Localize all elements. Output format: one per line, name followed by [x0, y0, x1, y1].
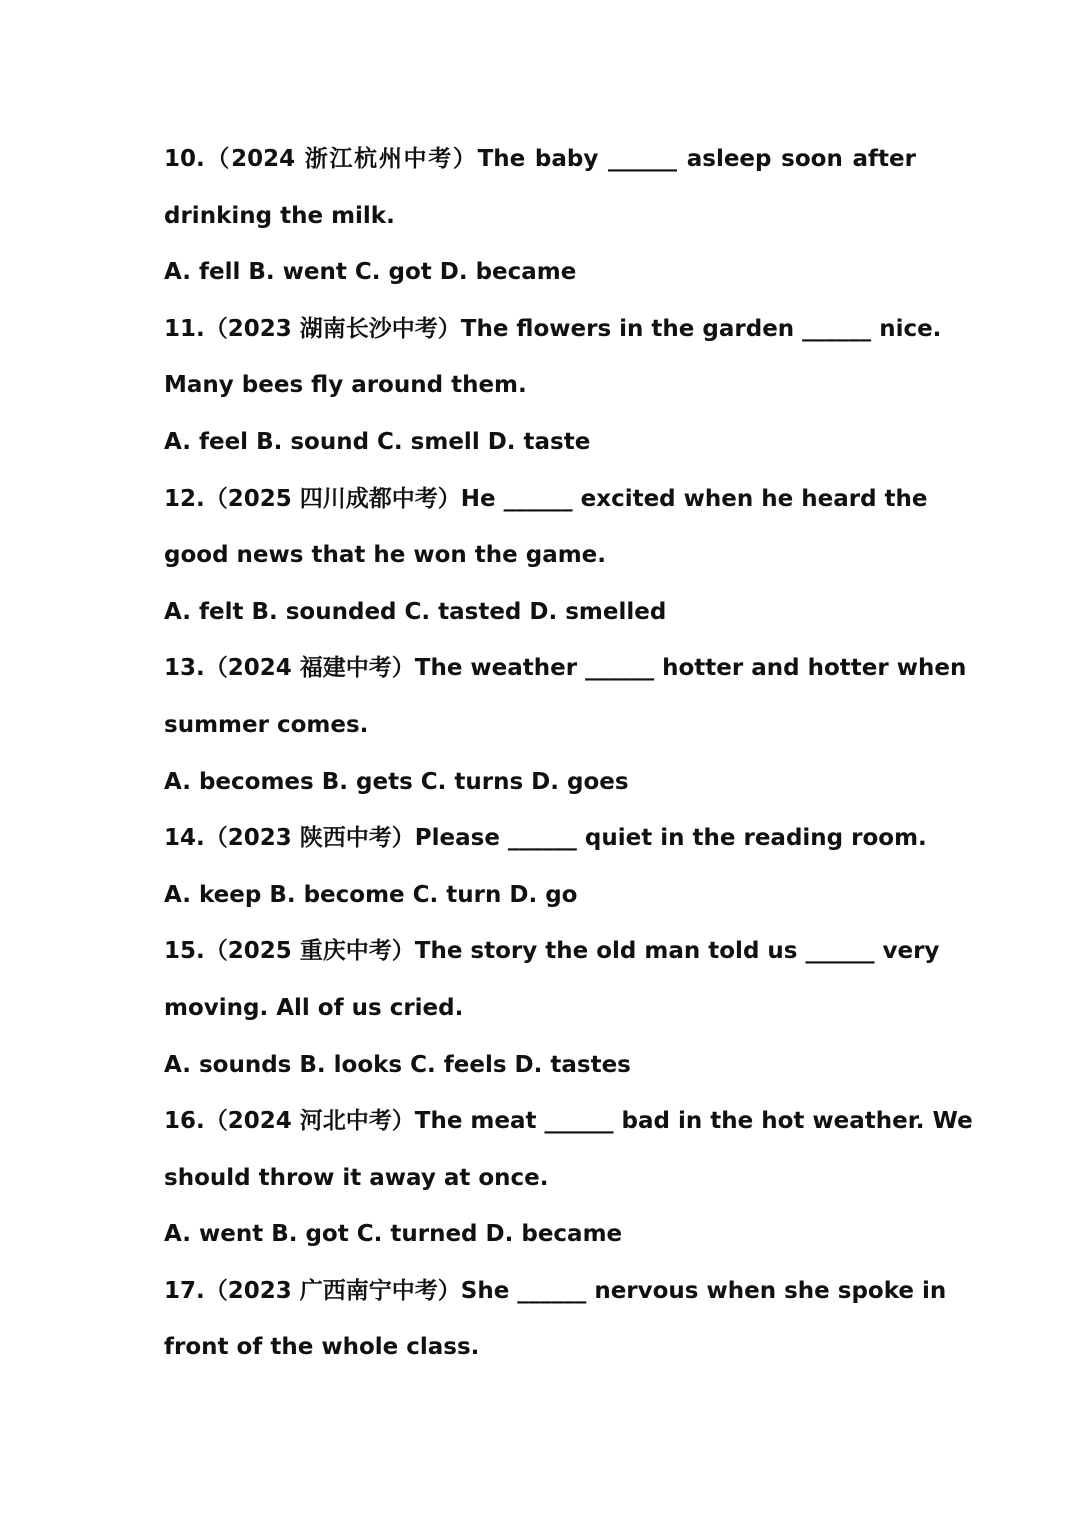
- question-13: [164, 640, 967, 810]
- question-stem-line: 12.（2025 四川成都中考）He ______ excited when he heard the: [164, 485, 928, 512]
- question-12: [164, 471, 928, 641]
- question-stem-line: good news that he won the game.: [164, 542, 607, 569]
- question-stem-line: summer comes.: [164, 711, 369, 738]
- question-stem-line: Many bees fly around them.: [164, 372, 527, 399]
- answer-options: A. sounds B. looks C. feels D. tastes: [164, 1051, 631, 1078]
- question-stem-line: should throw it away at once.: [164, 1164, 549, 1191]
- question-stem-line: 17.（2023 广西南宁中考）She ______ nervous when she spoke in: [164, 1277, 947, 1304]
- answer-options: A. fell B. went C. got D. became: [164, 259, 577, 286]
- question-stem-line: front of the whole class.: [164, 1334, 480, 1361]
- worksheet-page: [164, 131, 973, 1376]
- question-stem-line: 14.（2023 陕西中考）Please ______ quiet in the reading room.: [164, 825, 927, 852]
- answer-options: A. went B. got C. turned D. became: [164, 1221, 623, 1248]
- question-16: [164, 1093, 973, 1263]
- question-stem-line: moving. All of us cried.: [164, 994, 464, 1021]
- answer-options: A. feel B. sound C. smell D. taste: [164, 428, 591, 455]
- question-stem-line: 13.（2024 福建中考）The weather ______ hotter and hotter when: [164, 655, 967, 682]
- question-11: [164, 301, 942, 471]
- answer-options: A. becomes B. gets C. turns D. goes: [164, 768, 629, 795]
- question-stem-line: drinking the milk.: [164, 202, 395, 229]
- answer-options: A. keep B. become C. turn D. go: [164, 881, 578, 908]
- question-stem-line: 16.（2024 河北中考）The meat ______ bad in the hot weather. We: [164, 1108, 973, 1135]
- question-15: [164, 923, 940, 1093]
- question-17: [164, 1263, 947, 1376]
- question-14: [164, 810, 927, 923]
- answer-options: A. felt B. sounded C. tasted D. smelled: [164, 598, 667, 625]
- question-stem-line: 11.（2023 湖南长沙中考）The flowers in the garden ______ nice.: [164, 315, 942, 342]
- question-stem-line: 10.（2024 浙江杭州中考）The baby ______ asleep soon after: [164, 146, 916, 172]
- question-stem-line: 15.（2025 重庆中考）The story the old man told us ______ very: [164, 938, 940, 965]
- question-10: [164, 131, 916, 301]
